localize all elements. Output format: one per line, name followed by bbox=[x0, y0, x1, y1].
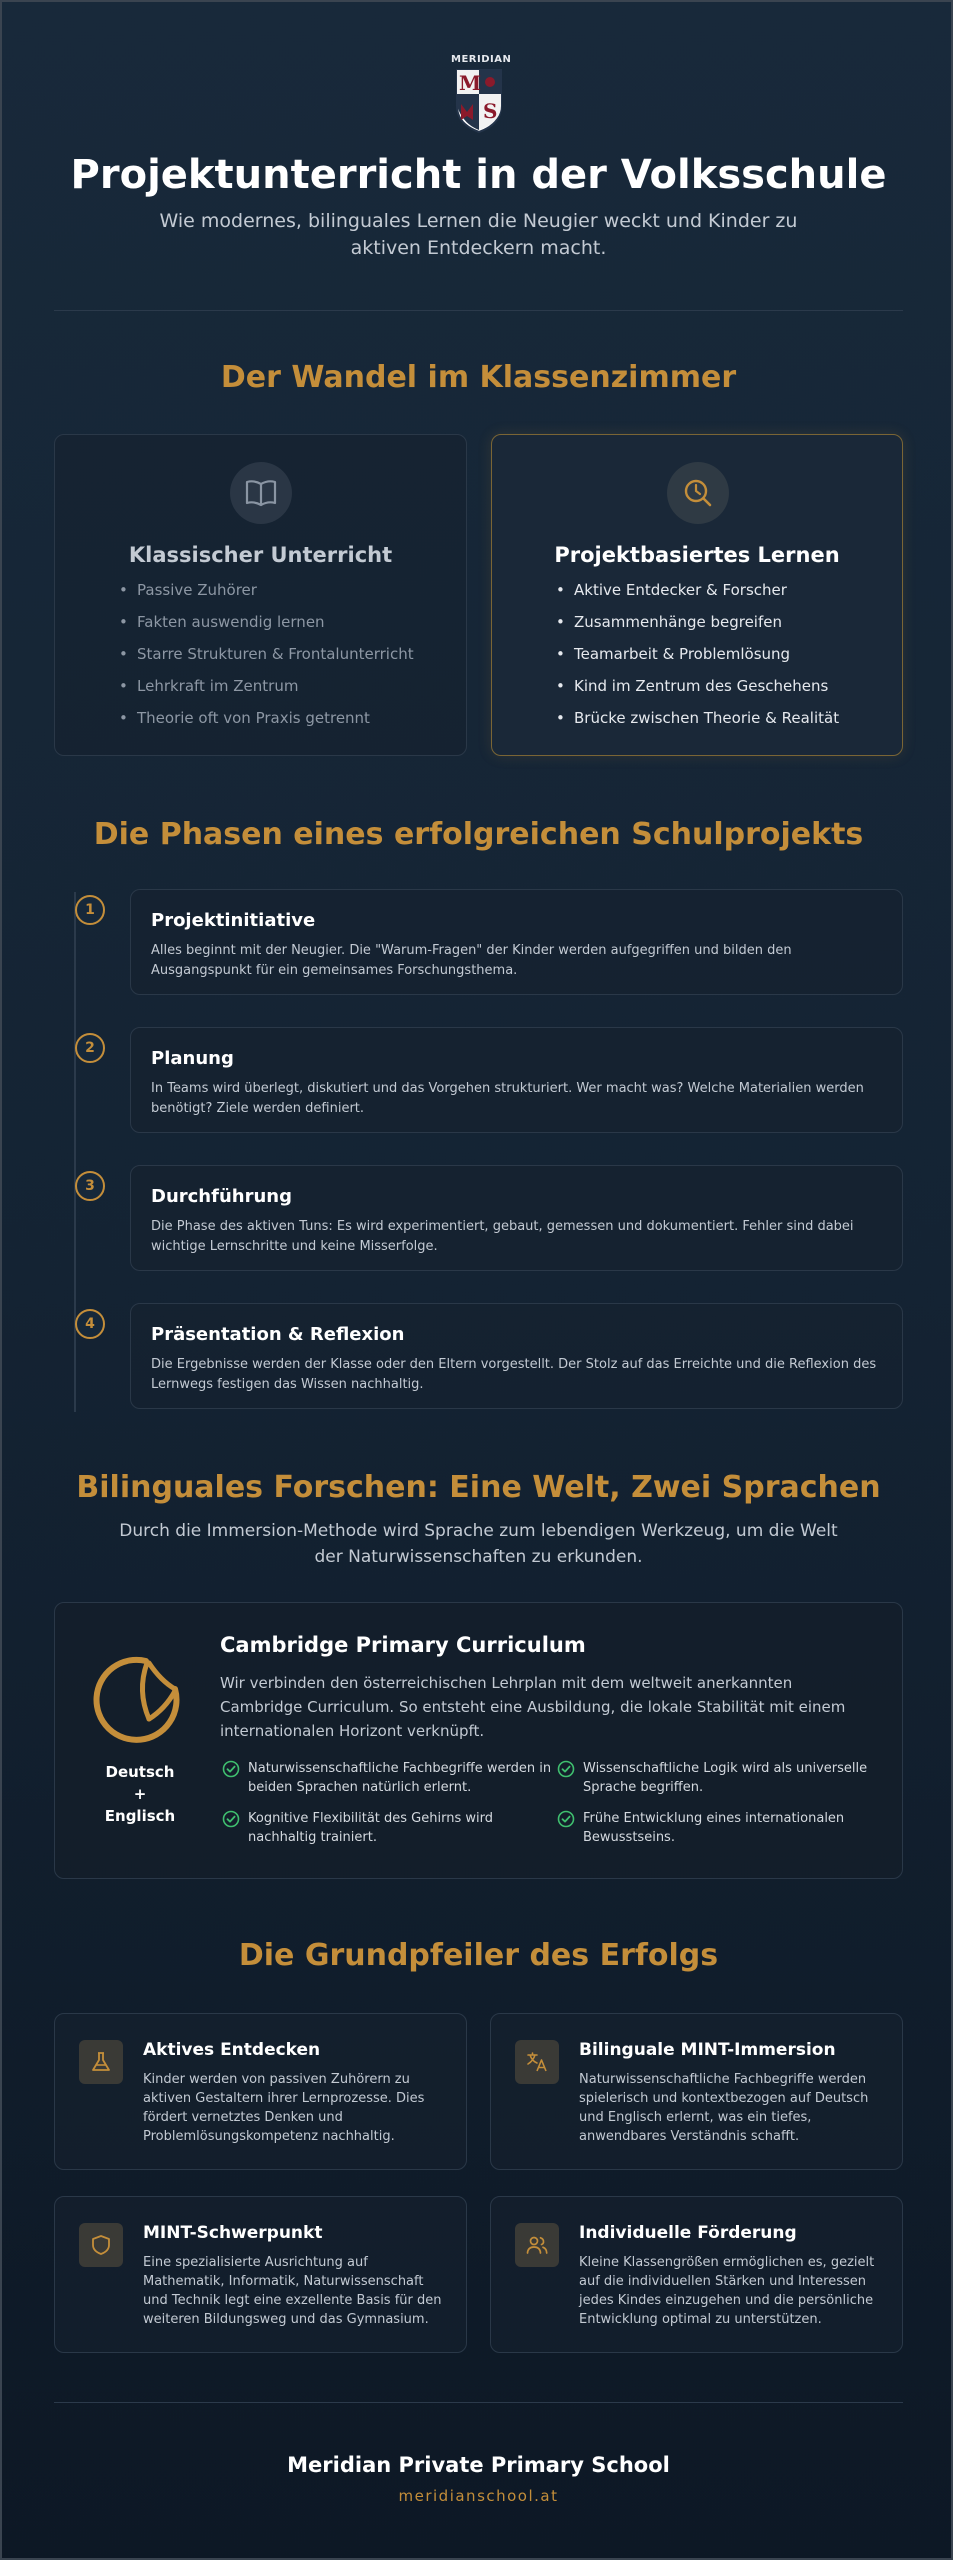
divider bbox=[54, 2402, 903, 2403]
bilingual-title: Cambridge Primary Curriculum bbox=[220, 1633, 586, 1657]
list-item: • Starre Strukturen & Frontalunterricht bbox=[115, 645, 414, 677]
pillar-title: MINT-Schwerpunkt bbox=[143, 2223, 323, 2243]
pillar-title: Bilinguale MINT-Immersion bbox=[579, 2040, 836, 2060]
language-label bbox=[85, 1761, 195, 1827]
shield-icon bbox=[79, 2223, 123, 2267]
section-heading-pillars: Die Grundpfeiler des Erfolgs bbox=[238, 1938, 719, 1973]
check-icon bbox=[555, 1760, 577, 1778]
list-item: • Theorie oft von Praxis getrennt bbox=[115, 709, 414, 741]
check-icon bbox=[220, 1760, 242, 1778]
footer-school-name: Meridian Private Primary School bbox=[287, 2453, 670, 2477]
school-logo bbox=[451, 54, 512, 134]
classic-title: Klassischer Unterricht bbox=[128, 543, 393, 567]
section-heading-phasen: Die Phasen eines erfolgreichen Schulprojekts bbox=[93, 817, 864, 852]
check-item bbox=[220, 1759, 560, 1797]
project-list bbox=[552, 581, 839, 741]
language-plus: + bbox=[133, 1785, 147, 1803]
check-item bbox=[555, 1809, 895, 1847]
pillar-description: Eine spezialisierte Ausrichtung auf Mathematik, Informatik, Naturwissenschaft und Technik legt eine exzellente Basis für den weiteren Bildungsweg und das Gymnasium. bbox=[143, 2255, 442, 2327]
search-clock-icon bbox=[667, 462, 729, 524]
bilingual-subtitle: Durch die Immersion-Methode wird Sprache zum lebendigen Werkzeug, um die Welt der Naturwissenschaften zu erkunden. bbox=[119, 1521, 838, 1567]
phase-card bbox=[130, 1303, 903, 1409]
phase-number: 2 bbox=[75, 1033, 105, 1063]
logo-text: MERIDIAN bbox=[451, 54, 512, 65]
logo-letter-s: S bbox=[483, 99, 498, 123]
page-title: Projektunterricht in der Volksschule bbox=[70, 152, 887, 198]
phase-title: Präsentation & Reflexion bbox=[151, 1324, 405, 1345]
pillar-description: Kleine Klassengrößen ermöglichen es, gezielt auf die individuellen Stärken und Interessen jedes Kindes einzugehen und die persönliche Entwicklung optimal zu unterstützen. bbox=[579, 2255, 875, 2327]
page-subtitle: Wie modernes, bilinguales Lernen die Neugier weckt und Kinder zu aktiven Entdeckern macht. bbox=[159, 210, 798, 259]
pillar-title: Individuelle Förderung bbox=[579, 2223, 797, 2243]
pillar-description: Naturwissenschaftliche Fachbegriffe werden spielerisch und kontextbezogen auf Deutsch und Englisch erlernt, was ein tiefes, anwendbares Verständnis schafft. bbox=[579, 2072, 869, 2144]
phase-title: Planung bbox=[151, 1048, 234, 1069]
pillar-card bbox=[54, 2196, 467, 2353]
project-title: Projektbasiertes Lernen bbox=[554, 543, 840, 567]
translate-icon bbox=[515, 2040, 559, 2084]
pillar-card bbox=[490, 2196, 903, 2353]
phase-number: 3 bbox=[75, 1171, 105, 1201]
list-item: • Fakten auswendig lernen bbox=[115, 613, 414, 645]
section-heading-wandel: Der Wandel im Klassenzimmer bbox=[220, 360, 737, 395]
phase-description: Die Ergebnisse werden der Klasse oder den Eltern vorgestellt. Der Stolz auf das Erreichte und die Reflexion des Lernwegs festigen das Wissen nachhaltig. bbox=[151, 1357, 877, 1392]
list-item: • Brücke zwischen Theorie & Realität bbox=[552, 709, 839, 741]
project-card bbox=[491, 434, 903, 756]
logo-letter-m: M bbox=[459, 71, 482, 95]
phase-card bbox=[130, 1165, 903, 1271]
list-item: • Passive Zuhörer bbox=[115, 581, 414, 613]
bilingual-description: Wir verbinden den österreichischen Lehrplan mit dem weltweit anerkannten Cambridge Curriculum. So entsteht eine Ausbildung, die lokale Stabilität mit einem internationalen Horizont verknüpft. bbox=[220, 1674, 846, 1740]
bilingual-box bbox=[54, 1602, 903, 1879]
language-english: Englisch bbox=[104, 1807, 176, 1825]
check-icon bbox=[555, 1810, 577, 1828]
list-item: • Aktive Entdecker & Forscher bbox=[552, 581, 839, 613]
list-item: • Zusammenhänge begreifen bbox=[552, 613, 839, 645]
check-text: Frühe Entwicklung eines internationalen Bewusstseins. bbox=[583, 1811, 845, 1845]
phase-description: Alles beginnt mit der Neugier. Die "Warum-Fragen" der Kinder werden aufgegriffen und bilden den Ausgangspunkt für ein gemeinsames Forschungsthema. bbox=[151, 943, 792, 978]
language-german: Deutsch bbox=[105, 1763, 175, 1781]
phase-card bbox=[130, 889, 903, 995]
list-item: • Lehrkraft im Zentrum bbox=[115, 677, 414, 709]
timeline-line bbox=[74, 892, 76, 1412]
list-item: • Kind im Zentrum des Geschehens bbox=[552, 677, 839, 709]
check-item bbox=[220, 1809, 560, 1847]
language-globe-icon bbox=[91, 1651, 187, 1747]
check-text: Wissenschaftliche Logik wird als universelle Sprache begriffen. bbox=[583, 1761, 868, 1795]
flask-icon bbox=[79, 2040, 123, 2084]
pillar-card bbox=[54, 2013, 467, 2170]
pillar-title: Aktives Entdecken bbox=[143, 2040, 321, 2060]
pillar-description: Kinder werden von passiven Zuhörern zu aktiven Gestaltern ihrer Lernprozesse. Dies fördert vernetztes Denken und Problemlösungskompetenz nachhaltig. bbox=[143, 2072, 425, 2144]
users-icon bbox=[515, 2223, 559, 2267]
list-item: • Teamarbeit & Problemlösung bbox=[552, 645, 839, 677]
check-text: Kognitive Flexibilität des Gehirns wird nachhaltig trainiert. bbox=[248, 1811, 493, 1845]
classic-list bbox=[115, 581, 414, 741]
book-icon bbox=[230, 462, 292, 524]
footer-url-link[interactable]: meridianschool.at bbox=[398, 2487, 559, 2505]
phase-card bbox=[130, 1027, 903, 1133]
phase-description: Die Phase des aktiven Tuns: Es wird experimentiert, gebaut, gemessen und dokumentiert. Fehler sind dabei wichtige Lernschritte und keine Misserfolge. bbox=[151, 1219, 854, 1254]
phase-title: Durchführung bbox=[151, 1186, 292, 1207]
phase-description: In Teams wird überlegt, diskutiert und das Vorgehen strukturiert. Wer macht was? Welche Materialien werden benötigt? Ziele werden definiert. bbox=[151, 1081, 864, 1116]
section-heading-bilingual: Bilinguales Forschen: Eine Welt, Zwei Sprachen bbox=[76, 1470, 881, 1505]
phase-number: 1 bbox=[75, 895, 105, 925]
classic-card bbox=[54, 434, 467, 756]
pillar-card bbox=[490, 2013, 903, 2170]
phase-number: 4 bbox=[75, 1309, 105, 1339]
check-icon bbox=[220, 1810, 242, 1828]
check-text: Naturwissenschaftliche Fachbegriffe werden in beiden Sprachen natürlich erlernt. bbox=[248, 1761, 552, 1795]
divider bbox=[54, 310, 903, 311]
phase-title: Projektinitiative bbox=[151, 910, 316, 931]
check-item bbox=[555, 1759, 895, 1797]
